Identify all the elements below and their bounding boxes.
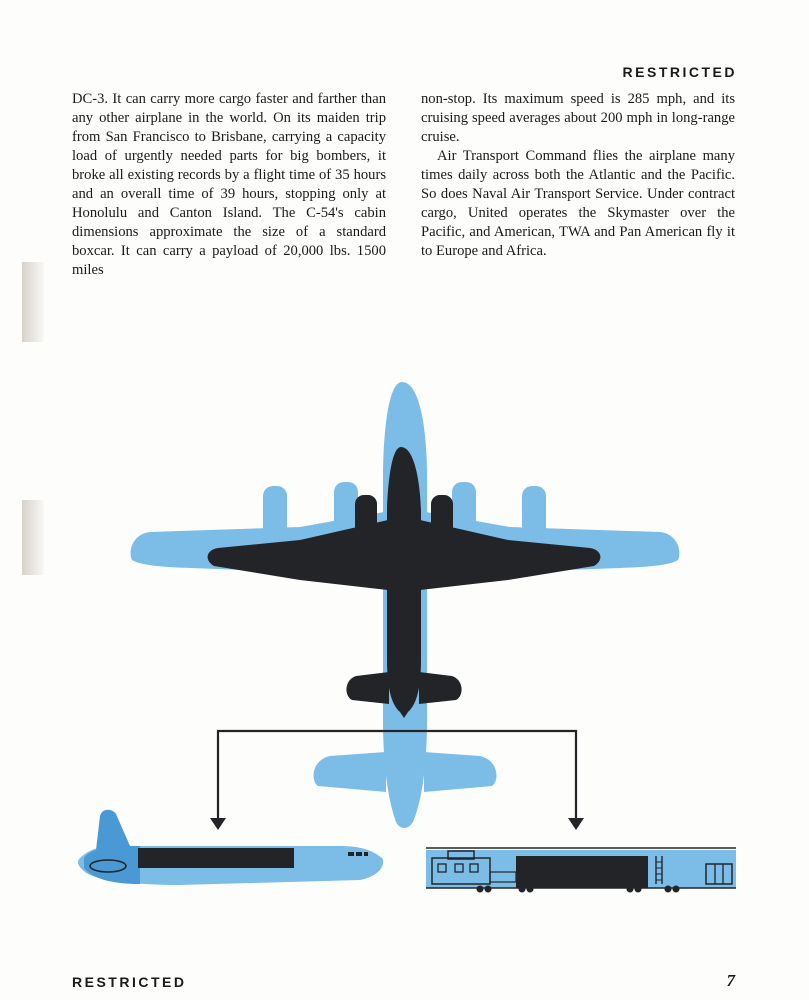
page-number: 7 [726, 971, 735, 990]
c54-side-view [78, 810, 383, 885]
arrow-down-icon [568, 818, 584, 830]
boxcar-train [426, 848, 736, 893]
right-column-paragraph-2: Air Transport Command flies the airplane many times daily across both the Atlantic and the Pacific. So does Naval Air Transport Service. Under contract cargo, United operates the Skymaster over the Pacific, and American, TWA and Pan American fly it to Europe and Africa. [421, 148, 735, 259]
header-restricted: RESTRICTED [622, 64, 737, 80]
footer-restricted: RESTRICTED [72, 974, 187, 990]
right-column-paragraph-1: non-stop. Its maximum speed is 285 mph, and its cruising speed averages about 200 mph in long-range cruise. [421, 91, 735, 145]
arrow-down-icon [210, 818, 226, 830]
left-column-text: DC-3. It can carry more cargo faster and farther than any other airplane in the world. On its maiden trip from San Francisco to Brisbane, carrying a capacity load of urgently needed parts for big bombers, it broke all existing records by a flight time of 35 hours and an overall time of 39 hours, stopping only at Honolulu and Canton Island. The C-54's cabin dimensions approximate the size of a standard boxcar. It can carry a payload of 20,000 lbs. 1500 miles [72, 91, 386, 278]
